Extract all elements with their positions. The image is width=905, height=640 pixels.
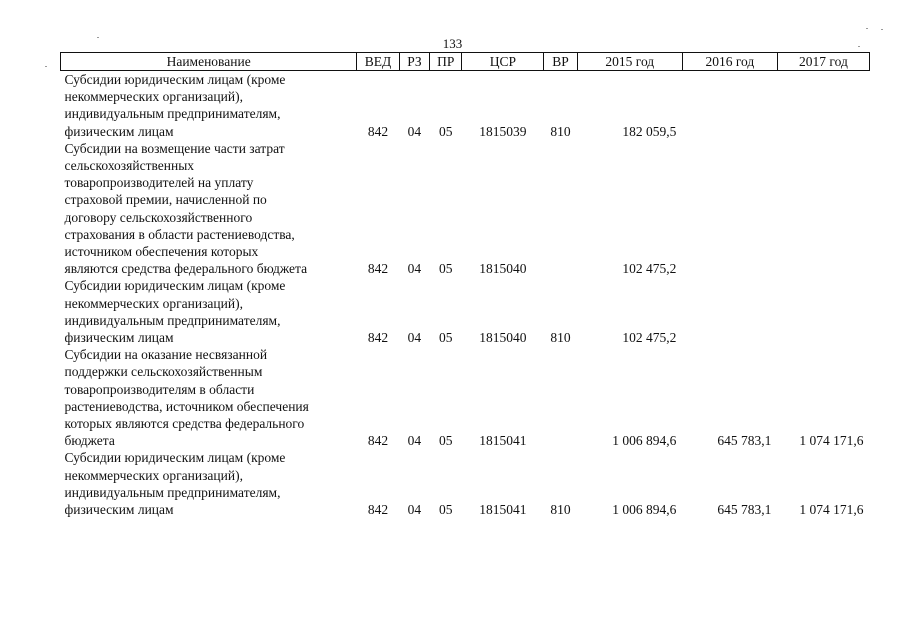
row-pr: 05 bbox=[439, 330, 453, 346]
row-pr: 05 bbox=[439, 433, 453, 449]
row-name-line: растениеводства, источником обеспечения bbox=[64, 398, 309, 414]
row-ved: 842 bbox=[367, 330, 389, 346]
row-name-line: товаропроизводителям в области bbox=[64, 381, 255, 397]
row-amount-2016 bbox=[682, 71, 777, 140]
row-pr: 05 bbox=[439, 502, 453, 518]
row-vr bbox=[544, 346, 577, 449]
scan-speck bbox=[97, 37, 99, 38]
row-ved: 842 bbox=[367, 123, 389, 139]
scan-speck bbox=[866, 28, 868, 29]
row-csr: 1815041 bbox=[479, 433, 527, 449]
row-csr: 1815040 bbox=[479, 261, 527, 277]
row-name-line: бюджета bbox=[64, 433, 115, 449]
row-vr bbox=[544, 140, 577, 278]
row-name-line: страховой премии, начисленной по bbox=[64, 192, 267, 208]
row-rz: 04 bbox=[407, 261, 422, 277]
header-csr: ЦСР bbox=[462, 53, 544, 71]
row-name-line: товаропроизводителей на уплату bbox=[64, 175, 254, 191]
table-row bbox=[61, 449, 870, 518]
row-name-line: Субсидии юридическим лицам (кроме bbox=[64, 450, 286, 466]
row-name-line: поддержки сельскохозяйственным bbox=[64, 364, 263, 380]
row-rz: 04 bbox=[407, 330, 422, 346]
header-2017: 2017 год bbox=[777, 53, 869, 71]
header-row bbox=[61, 53, 870, 71]
row-name bbox=[61, 277, 357, 346]
scan-speck bbox=[45, 66, 47, 67]
row-csr: 1815040 bbox=[479, 330, 527, 346]
row-amount-2016: 645 783,1 bbox=[717, 433, 772, 449]
scan-speck bbox=[858, 46, 860, 47]
header-pr: ПР bbox=[430, 53, 462, 71]
page-number: 133 bbox=[442, 36, 463, 51]
row-amount-2017: 1 074 171,6 bbox=[799, 433, 864, 449]
row-name-line: Субсидии на оказание несвязанной bbox=[64, 347, 268, 363]
row-name bbox=[61, 140, 357, 278]
header-2015: 2015 год bbox=[577, 53, 682, 71]
row-csr: 1815041 bbox=[479, 502, 527, 518]
row-name bbox=[61, 346, 357, 449]
table-row bbox=[61, 346, 870, 449]
row-ved: 842 bbox=[367, 502, 389, 518]
header-2016: 2016 год bbox=[682, 53, 777, 71]
row-ved: 842 bbox=[367, 261, 389, 277]
table-row bbox=[61, 71, 870, 140]
row-name-line: физическим лицам bbox=[64, 502, 174, 518]
row-name-line: некоммерческих организаций), bbox=[64, 295, 243, 311]
row-amount-2017 bbox=[777, 140, 869, 278]
row-amount-2016: 645 783,1 bbox=[717, 502, 772, 518]
header-ved: ВЕД bbox=[357, 53, 399, 71]
row-name-line: источником обеспечения которых bbox=[64, 244, 259, 260]
budget-table bbox=[60, 52, 870, 518]
row-name-line: индивидуальным предпринимателям, bbox=[64, 484, 281, 500]
row-name-line: страхования в области растениеводства, bbox=[64, 226, 295, 242]
row-rz: 04 bbox=[407, 433, 422, 449]
row-name-line: некоммерческих организаций), bbox=[64, 89, 243, 105]
row-csr: 1815039 bbox=[479, 123, 527, 139]
row-name-line: которых являются средства федерального bbox=[64, 416, 305, 432]
row-amount-2016 bbox=[682, 140, 777, 278]
row-name-line: физическим лицам bbox=[64, 123, 174, 139]
row-rz: 04 bbox=[407, 502, 422, 518]
row-amount-2017 bbox=[777, 277, 869, 346]
row-name bbox=[61, 449, 357, 518]
table-row bbox=[61, 140, 870, 278]
row-name-line: Субсидии юридическим лицам (кроме bbox=[64, 278, 286, 294]
row-ved: 842 bbox=[367, 433, 389, 449]
row-name-line: индивидуальным предпринимателям, bbox=[64, 106, 281, 122]
row-name-line: являются средства федерального бюджета bbox=[64, 261, 308, 277]
row-name-line: некоммерческих организаций), bbox=[64, 467, 243, 483]
row-name-line: сельскохозяйственных bbox=[64, 158, 195, 174]
row-name-line: индивидуальным предпринимателям, bbox=[64, 312, 281, 328]
row-amount-2016 bbox=[682, 277, 777, 346]
table-body bbox=[61, 71, 870, 519]
table-header bbox=[61, 53, 870, 71]
scan-speck bbox=[881, 29, 883, 30]
row-vr: 810 bbox=[550, 123, 571, 139]
header-name: Наименование bbox=[61, 53, 357, 71]
row-vr: 810 bbox=[550, 502, 571, 518]
table-row bbox=[61, 277, 870, 346]
row-vr: 810 bbox=[550, 330, 571, 346]
row-name-line: физическим лицам bbox=[64, 330, 174, 346]
row-amount-2015: 1 006 894,6 bbox=[612, 502, 677, 518]
row-name-line: Субсидии юридическим лицам (кроме bbox=[64, 72, 286, 87]
row-rz: 04 bbox=[407, 123, 422, 139]
row-name bbox=[61, 71, 357, 140]
row-amount-2017 bbox=[777, 71, 869, 140]
row-name-line: Субсидии на возмещение части затрат bbox=[64, 140, 285, 156]
row-name-line: договору сельскохозяйственного bbox=[64, 209, 253, 225]
header-rz: РЗ bbox=[399, 53, 429, 71]
header-vr: ВР bbox=[544, 53, 577, 71]
row-amount-2015: 102 475,2 bbox=[622, 330, 677, 346]
row-amount-2017: 1 074 171,6 bbox=[799, 502, 864, 518]
row-amount-2015: 1 006 894,6 bbox=[612, 433, 677, 449]
row-amount-2015: 102 475,2 bbox=[622, 261, 677, 277]
row-pr: 05 bbox=[439, 261, 453, 277]
row-amount-2015: 182 059,5 bbox=[622, 123, 677, 139]
row-pr: 05 bbox=[439, 123, 453, 139]
